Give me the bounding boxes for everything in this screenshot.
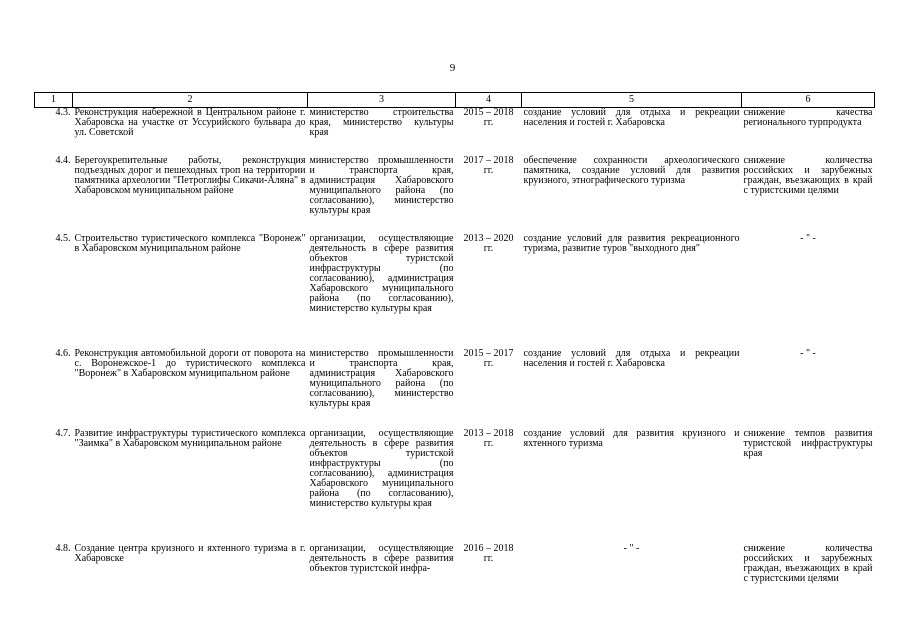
executor: организации, осуществляющие деятельность в сфере развития объектов туристской инфраструктуры (по согласованию), администрация Хабаровского муниципального района (по согласованию), министерство культуры края [309, 427, 454, 509]
row-number: 4.8. [55, 542, 71, 554]
column-header: 3 [308, 93, 456, 108]
row-number: 4.6. [55, 347, 71, 359]
result: - " - [800, 232, 816, 244]
result: снижение качества регионального турпродукта [743, 107, 873, 128]
goal: создание условий для развития круизного и яхтенного туризма [523, 427, 740, 449]
row-number: 4.7. [55, 427, 71, 439]
measure-name: Строительство туристического комплекса "Воронеж" в Хабаровском муниципальном районе [74, 232, 306, 254]
executor: организации, осуществляющие деятельность в сфере развития объектов туристской инфраструктуры (по согласованию), администрация Хабаровского муниципального района (по согласованию), министерство культуры края [309, 232, 454, 314]
column-header: 2 [73, 93, 308, 108]
table-row [35, 429, 875, 544]
row-number: 4.5. [55, 232, 71, 244]
executor: министерство промышленности и транспорта края, администрация Хабаровского муниципального района (по согласованию), министерство культуры края [309, 347, 454, 409]
period: 2015 – 2018 гг. [463, 107, 514, 128]
period: 2016 – 2018 гг. [463, 542, 514, 564]
executor: министерство промышленности и транспорта края, администрация Хабаровского муниципального района (по согласованию), министерство культуры края [309, 154, 454, 216]
column-header: 1 [35, 93, 73, 108]
goal: создание условий для отдыха и рекреации населения и гостей г. Хабаровска [523, 347, 740, 369]
table-row [35, 156, 875, 234]
executor: организации, осуществляющие деятельность в сфере развития объектов туристской инфра- [309, 542, 454, 574]
executor: министерство строительства края, министерство культуры края [309, 107, 454, 138]
header-row [35, 93, 875, 108]
goal: создание условий для отдыха и рекреации населения и гостей г. Хабаровска [523, 107, 740, 128]
row-number: 4.4. [55, 154, 71, 166]
table-row [35, 108, 875, 156]
column-header: 6 [742, 93, 875, 108]
period: 2017 – 2018 гг. [463, 154, 514, 176]
measure-name: Реконструкция автомобильной дороги от поворота на с. Воронежское-1 до туристического комплекса "Воронеж" в Хабаровском муниципальном районе [74, 347, 306, 379]
row-number: 4.3. [55, 107, 71, 118]
period: 2015 – 2017 гг. [463, 347, 514, 369]
measure-name: Реконструкция набережной в Центральном районе г. Хабаровска на участке от Уссурийского бульвара до ул. Советской [74, 107, 306, 138]
measure-name: Создание центра круизного и яхтенного туризма в г. Хабаровске [74, 542, 306, 564]
goal: обеспечение сохранности археологического памятника, создание условий для развития круизного, этнографического туризма [523, 154, 740, 186]
result: - " - [800, 347, 816, 359]
column-header: 5 [522, 93, 742, 108]
column-header: 4 [456, 93, 522, 108]
goal: создание условий для развития рекреационного туризма, развитие туров "выходного дня" [523, 232, 740, 254]
measure-name: Берегоукрепительные работы, реконструкция подъездных дорог и пешеходных троп на территории памятника археологии "Петроглифы Сикачи-Аляна" в Хабаровском муниципальном районе [74, 154, 306, 196]
table-row [35, 544, 875, 584]
goal: - " - [623, 542, 640, 554]
measure-name: Развитие инфраструктуры туристического комплекса "Заимка" в Хабаровском муниципальном районе [74, 427, 306, 449]
table-row [35, 234, 875, 349]
result: снижение количества российских и зарубежных граждан, въезжающих в край с туристскими целями [743, 154, 873, 196]
result: снижение количества российских и зарубежных граждан, въезжающих в край с туристскими целями [743, 542, 873, 584]
page-number: 9 [449, 62, 456, 74]
result: снижение темпов развития туристской инфраструктуры края [743, 427, 873, 459]
period: 2013 – 2020 гг. [463, 232, 514, 254]
table-row [35, 349, 875, 429]
measures-table [34, 92, 875, 584]
period: 2013 – 2018 гг. [463, 427, 514, 449]
